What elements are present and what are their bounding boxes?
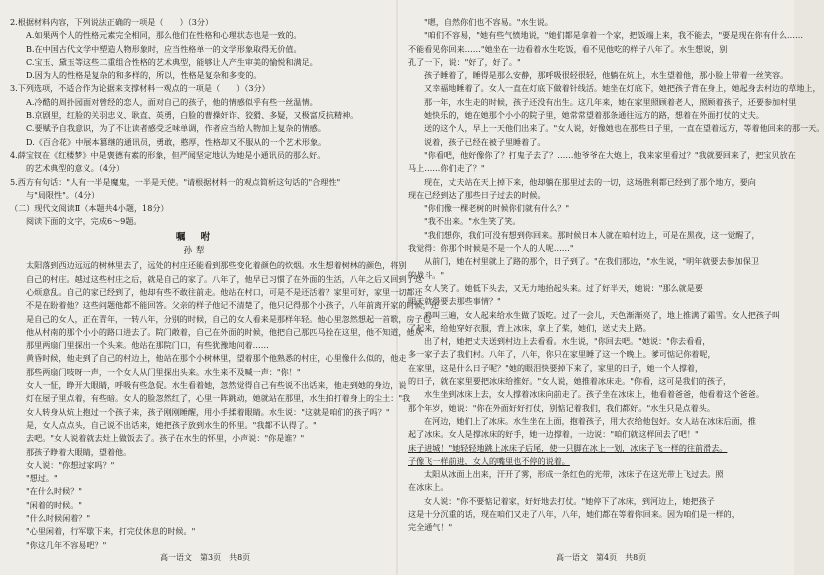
text-line: 太阳从冰面上出来，汗开了雾，形成一条红色的光带，冰床子在这光带上飞过去。照 — [424, 469, 724, 480]
text-line: 了起来，给他穿好衣服，背上冰床，拿上了桨，她们，送丈夫上路。 — [408, 322, 651, 333]
text-line: 自己的村庄。越过这些村庄之后，就是自己的家了。八年了，他早已习惯了在外面的生活，八年之后又回到了这 — [26, 273, 423, 284]
text-line: A.冷酷的周扑园面对曾经的恋人，面对自己的孩子，他的情感似乎有些一丝温情。 — [26, 96, 318, 107]
page-footer-left: 高一语文 第3页 共8页 — [160, 553, 251, 562]
text-line: 多一家子去了我们村。八年了，八年，你只在家里睡了这一个晚上。爹可惦记你着呢， — [408, 349, 716, 360]
text-line: 不是在盼着他？这些问题他都不能回答。父亲的样子他记不清楚了，他只记得那个小孩子，八年前离开家的时候，还 — [26, 300, 439, 311]
text-line: C.要赋予自我意识，为了不让读者感受乏味单调，作者应当给人物加上复杂的情感。 — [26, 123, 326, 134]
text-line: 女人说："你想过家吗？" — [26, 459, 115, 470]
text-line: 这是十分沉重的话，现在咱们又走了八年，八年，她们都在等着你回来。因为咱们是一样的， — [408, 508, 740, 519]
text-line: 太阳落到西边远远的树林里去了，远处的村庄还能看到那些变化着颜色的炊烟。水生想着树林的颜色，将别 — [26, 260, 407, 271]
text-line: 子像飞一样前进，女人的嘴里也不停的说着。 — [408, 455, 570, 466]
text-line: "我们想你，我们可没有想到你回来。那时候日本人就在咱村边上，可是在黑夜，这一觉醒了， — [424, 229, 760, 240]
story-title: 嘱 咐 — [175, 231, 217, 243]
text-line: 女人转身从炕上抱过一个孩子来，孩子刚刚睡醒，用小手揉着眼睛。水生说："这就是咱们的孩子吗？" — [26, 406, 390, 417]
text-line: "你看吧，他好像你了？打鬼子去了？……他爷爷在大炮上，我来家里看过？"我就要回来了，把宝贝放在 — [424, 149, 796, 160]
text-line: D.《百合花》中展本篡继的通讯员，勇敢，憨厚，性格却又不服从的一个艺术形象。 — [26, 136, 327, 147]
text-line: 2.根据材料内容，下列说法正确的一项是（ ）（3分） — [10, 17, 214, 27]
text-line: 心烦意乱。自己的家已经到了，他却有些不敢往前走。他站在村口，可是不是还活着？家里可好，家里一切都还 — [26, 286, 423, 297]
text-line: "嗯，自然你们也不容易。"水生说。 — [424, 17, 553, 27]
text-line: 3.下列选项，不适合作为论据来支撑材料一观点的一项是（ ）（3分） — [10, 83, 270, 94]
text-line: 明天就得要去那些事情？" — [408, 296, 501, 307]
text-line: 孩子睡着了，睡得是那么安静，那呼吸很轻很轻，他躺在炕上，水生望着他，那小脸上带着一丝笑容。 — [424, 70, 789, 81]
text-line: B.在中国古代文学中塑造人物形象时，应当性格单一的文学形象取得无价值。 — [26, 43, 302, 54]
text-line: 的战斗。" — [408, 269, 445, 280]
text-line: D.因为人的性格是复杂的和多样的，所以，性格是复杂和多变的。 — [26, 70, 262, 81]
right-page — [408, 16, 824, 556]
text-line: 那个年岁，她说："你在外面好好打仗，别惦记着我们，我们都好。"水生只是点着头。 — [408, 402, 715, 413]
text-line: 现在已经到达了那些日子过去的时候。 — [408, 189, 546, 200]
text-line: 在河边，她们上了冰床。水生坐在上面，抱着孩子，用大衣给他包好。女人站在冰床后面，推 — [424, 415, 756, 426]
text-line: 5.西方有句话："人有一半是魔鬼，一半是天使。"请根据材料一的观点简析这句话的"合理性" — [10, 176, 341, 187]
text-line: 在家里，这是什么日子呢？"她的眼泪快要掉下来了，家里的日子，她一个人撑着， — [408, 362, 704, 373]
text-line: "咱们不容易，"她有些气愤地说，"她们都是拿着一个家，把饭端上来，我不能去，"要是现在你有什么…… — [424, 30, 804, 41]
text-line: B.京剧里，红脸的关羽忠义、耿直、英勇，白脸的曹操奸诈、狡猾、多疑，又极富反抗精神。 — [26, 110, 359, 121]
text-line: 从前门，她在村里就上了路的那个，日子到了。"在我们那边，"水生说，"明年就要去参加保卫 — [424, 256, 759, 267]
text-line: 完全通气！" — [408, 522, 453, 533]
text-line: "你们像一棵老树的时候你们就有什么？" — [424, 203, 570, 214]
text-line: A.如果两个人的性格元素完全相同，那么他们在性格和心理状态也是一致的。 — [26, 30, 302, 41]
text-line: 现在，丈夫站在天上掉下来，他却躺在那里过去的一切，这场胜利都已经到了那个地方，要向 — [424, 176, 756, 187]
text-line: "在什么时候？" — [26, 486, 83, 497]
text-line: 送的这个人，早上一天他们出来了。"女人说，好像她也在那些日子里，一直在望着远方，等着他回来的那一天。 — [424, 123, 824, 134]
text-line: 马上……你们走了？" — [408, 163, 485, 174]
text-line: 出了村，她把丈夫送到村边上去看看。水生说，"你回去吧。"她说："你去看看， — [424, 336, 711, 347]
text-line: 她快乐的，她在她那个小小的院子里，她常常望着那条通往远方的路，想着在外面打仗的丈夫。 — [424, 110, 764, 121]
text-line: （二）现代文阅读Ⅱ（本题共4小题，18分） — [10, 203, 169, 214]
question-lines — [10, 16, 382, 229]
text-line: 那孩子睁着大眼睛，望着他。 — [26, 446, 132, 457]
text-line: "想过。" — [26, 473, 58, 484]
text-line: 我觉得：你那个时候是不是一个人的人呢……" — [408, 243, 574, 254]
text-line: 女人笑了。她低下头去，又无力地抬起头来。过了好半天，她说："那么就是要 — [424, 282, 703, 293]
text-line: 鸡叫三遍，女人起来给水生做了饭吃。过了一会儿，天色渐渐亮了，地上推满了霜雪。女人把孩子叫 — [424, 309, 781, 320]
text-line: 在冰床上。 — [408, 482, 449, 493]
text-line: 说着，孩子已经在被子里睡着了。 — [424, 136, 546, 147]
text-line: C.宝玉、黛玉等这些二重组合性格的艺术典型，能够让人产生审美的愉悦和满足。 — [26, 56, 318, 67]
page-footer-right: 高一语文 第4页 共8页 — [556, 553, 647, 562]
text-line: 那一年，水生走的时候，孩子还没有出生。这几年来，她在家里照顾着老人，照顾着孩子，还要参加村里 — [424, 96, 797, 107]
text-line: 去吧。"女人说着就去灶上做饭去了。孩子在水生的怀里，小声说："你是谁？" — [26, 433, 305, 444]
story-text-continued — [408, 16, 824, 535]
text-line: 他从村南的那个小小的路口进去了。院门敞着，自己在外面的时候，他把自己那匹马拴在这里，他不知道，他从 — [26, 326, 423, 337]
text-line: "你这几年不容易吧？" — [26, 539, 107, 550]
text-line: "闲着的时候。" — [26, 499, 83, 510]
text-line: 是自己的女人，正在青年，一转八年，分别的时候，自己的女人看来是那样年轻。他心里忽然想起一首歌，房子也 — [26, 313, 431, 324]
text-line: "什么时候闲着？" — [26, 512, 91, 523]
text-line: 床子进城！"她轻轻地跳上冰床子后尾，使一只脚在冰上一划，冰床子飞一样的往前滑去。 — [408, 442, 728, 453]
text-line: 起了冰床。女人是撑冰床的好手，她一边撑着，一边说："咱们就这样回去了吧！" — [408, 429, 699, 440]
text-line: "心里闲着，行军歇下来，打完仗休息的时候。" — [26, 526, 196, 537]
text-line: 水生坐到冰床上去，女人撑着冰床向前走了。孩子坐在冰床上，他看着爸爸，他看着这个爸爸。 — [424, 389, 764, 400]
text-line: 4.薛宝钗在《红楼梦》中是褒德有素的形象，但严闻坚定地认为她是小通讯员的那么好。 — [10, 149, 326, 160]
text-line: 那些两扇门吱呀一声，一个女人从门里探出头来。水生来不及喊一声："你！" — [26, 366, 301, 377]
text-line: 阅读下面的文字，完成6～9题。 — [26, 216, 142, 227]
text-line: 灯在屋子里点着，有些暗。女人的脸忽然红了，心里一阵跳动，她就站在那里，水生拍打着身上的尘土："我 — [26, 393, 411, 404]
text-line: 是，女人点点头，自己说不出话来，她把孩子放到水生的怀里。"我都不认得了。" — [26, 419, 317, 430]
text-line: 又幸福地睡着了。女人一直在灯底下做着针线活。她坐在灯底下，她把孩子背在身上，她起身去村边的草地上， — [424, 83, 821, 94]
text-line: 女人说："你不要惦记着家，好好地去打仗。"她停下了冰床，到河边上，她把孩子 — [424, 495, 715, 506]
text-line: 不能看见你回来……"她坐在一边看着水生吃饭，看不见他吃的样子八年了。水生想说，别 — [408, 43, 728, 54]
text-line: 的艺术典型的意义。（4分） — [26, 163, 125, 174]
text-line: 孔了一下，说："好了，好了。" — [408, 56, 521, 67]
text-line: 黄昏时候，他走到了自己的村边上，他站在那个小树林里，望着那个他熟悉的村庄，心里像什么似的，他走 — [26, 353, 407, 364]
story-author: 孙犁 — [183, 245, 209, 256]
text-line: 女人一怔，睁开大眼睛，呼吸有些急促。水生看着她，忽然觉得自己有些说不出话来，他走到她的身边，说 — [26, 380, 407, 391]
text-line: 的日子，就在家里要把冰床给推好。"女人说，她推着冰床走。"你看，这可是我们的孩子， — [408, 376, 732, 387]
text-line: 与"局限性"。（4分） — [26, 189, 100, 200]
text-line: 那里两扇门里探出一个头来。他站在那院门口，有些犹豫地问着…… — [26, 340, 269, 351]
text-line: "我不出来。"水生笑了笑。 — [424, 216, 521, 227]
